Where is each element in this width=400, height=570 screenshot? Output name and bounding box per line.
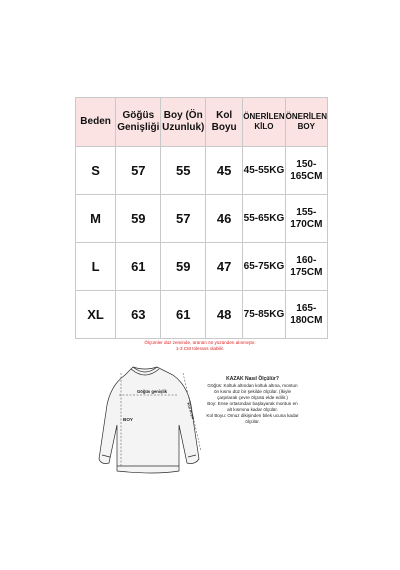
header-chest: Göğüs Genişliği xyxy=(116,98,161,147)
cell-size: XL xyxy=(76,291,116,339)
chest-width-label: Göğüs genişlik xyxy=(137,389,168,394)
cell-chest: 63 xyxy=(116,291,161,339)
header-recommended-weight: ÖNERİLEN KİLO xyxy=(243,98,285,147)
cell-length: 59 xyxy=(161,243,206,291)
cell-size: S xyxy=(76,147,116,195)
cell-height: 160-175CM xyxy=(285,243,327,291)
cell-weight: 45-55KG xyxy=(243,147,285,195)
note-line-2: 1-3 CM tolerans olabilir. xyxy=(175,346,225,351)
length-label: BOY xyxy=(123,417,133,422)
cell-sleeve: 46 xyxy=(206,195,243,243)
table-row xyxy=(76,147,328,195)
cell-size: M xyxy=(76,195,116,243)
header-sleeve: Kol Boyu xyxy=(206,98,243,147)
instruction-length: Boy: Ense ortasından başlayarak montun en alt kısmına kadar ölçülür. xyxy=(207,401,298,412)
instruction-chest: Göğüs: Koltuk altından koltuk altına, montun ön kısmı düz bir şekilde ölçülür. (İkiyle çarpılarak çevre ölçüsü elde edilir.) xyxy=(207,383,298,400)
sweater-diagram xyxy=(95,355,205,480)
note-line-1: Ölçümler düz zeminde, ürünün ön yüzünden alınmıştır. xyxy=(144,340,256,345)
sleeve-length-label: Kol boyu xyxy=(186,401,197,420)
table-row xyxy=(76,243,328,291)
table-row xyxy=(76,195,328,243)
cell-height: 155-170CM xyxy=(285,195,327,243)
cell-weight: 55-65KG xyxy=(243,195,285,243)
table-header-row xyxy=(76,98,328,147)
measure-instructions xyxy=(205,376,300,425)
cell-length: 55 xyxy=(161,147,206,195)
cell-length: 57 xyxy=(161,195,206,243)
header-size: Beden xyxy=(76,98,116,147)
cell-length: 61 xyxy=(161,291,206,339)
cell-height: 165-180CM xyxy=(285,291,327,339)
cell-sleeve: 47 xyxy=(206,243,243,291)
cell-weight: 75-85KG xyxy=(243,291,285,339)
cell-weight: 65-75KG xyxy=(243,243,285,291)
header-recommended-height: ÖNERİLEN BOY xyxy=(285,98,327,147)
cell-chest: 59 xyxy=(116,195,161,243)
instruction-sleeve: Kol Boyu: Omuz dikişinden bilek ucuna kadar ölçülür. xyxy=(206,413,299,424)
instructions-title: KAZAK Nasıl Ölçülür? xyxy=(226,376,279,382)
cell-chest: 61 xyxy=(116,243,161,291)
cell-chest: 57 xyxy=(116,147,161,195)
sweater-icon xyxy=(99,367,199,473)
size-table xyxy=(75,97,328,339)
measurement-note xyxy=(110,340,290,352)
cell-size: L xyxy=(76,243,116,291)
cell-height: 150-165CM xyxy=(285,147,327,195)
cell-sleeve: 48 xyxy=(206,291,243,339)
cell-sleeve: 45 xyxy=(206,147,243,195)
header-length: Boy (Ön Uzunluk) xyxy=(161,98,206,147)
table-row xyxy=(76,291,328,339)
